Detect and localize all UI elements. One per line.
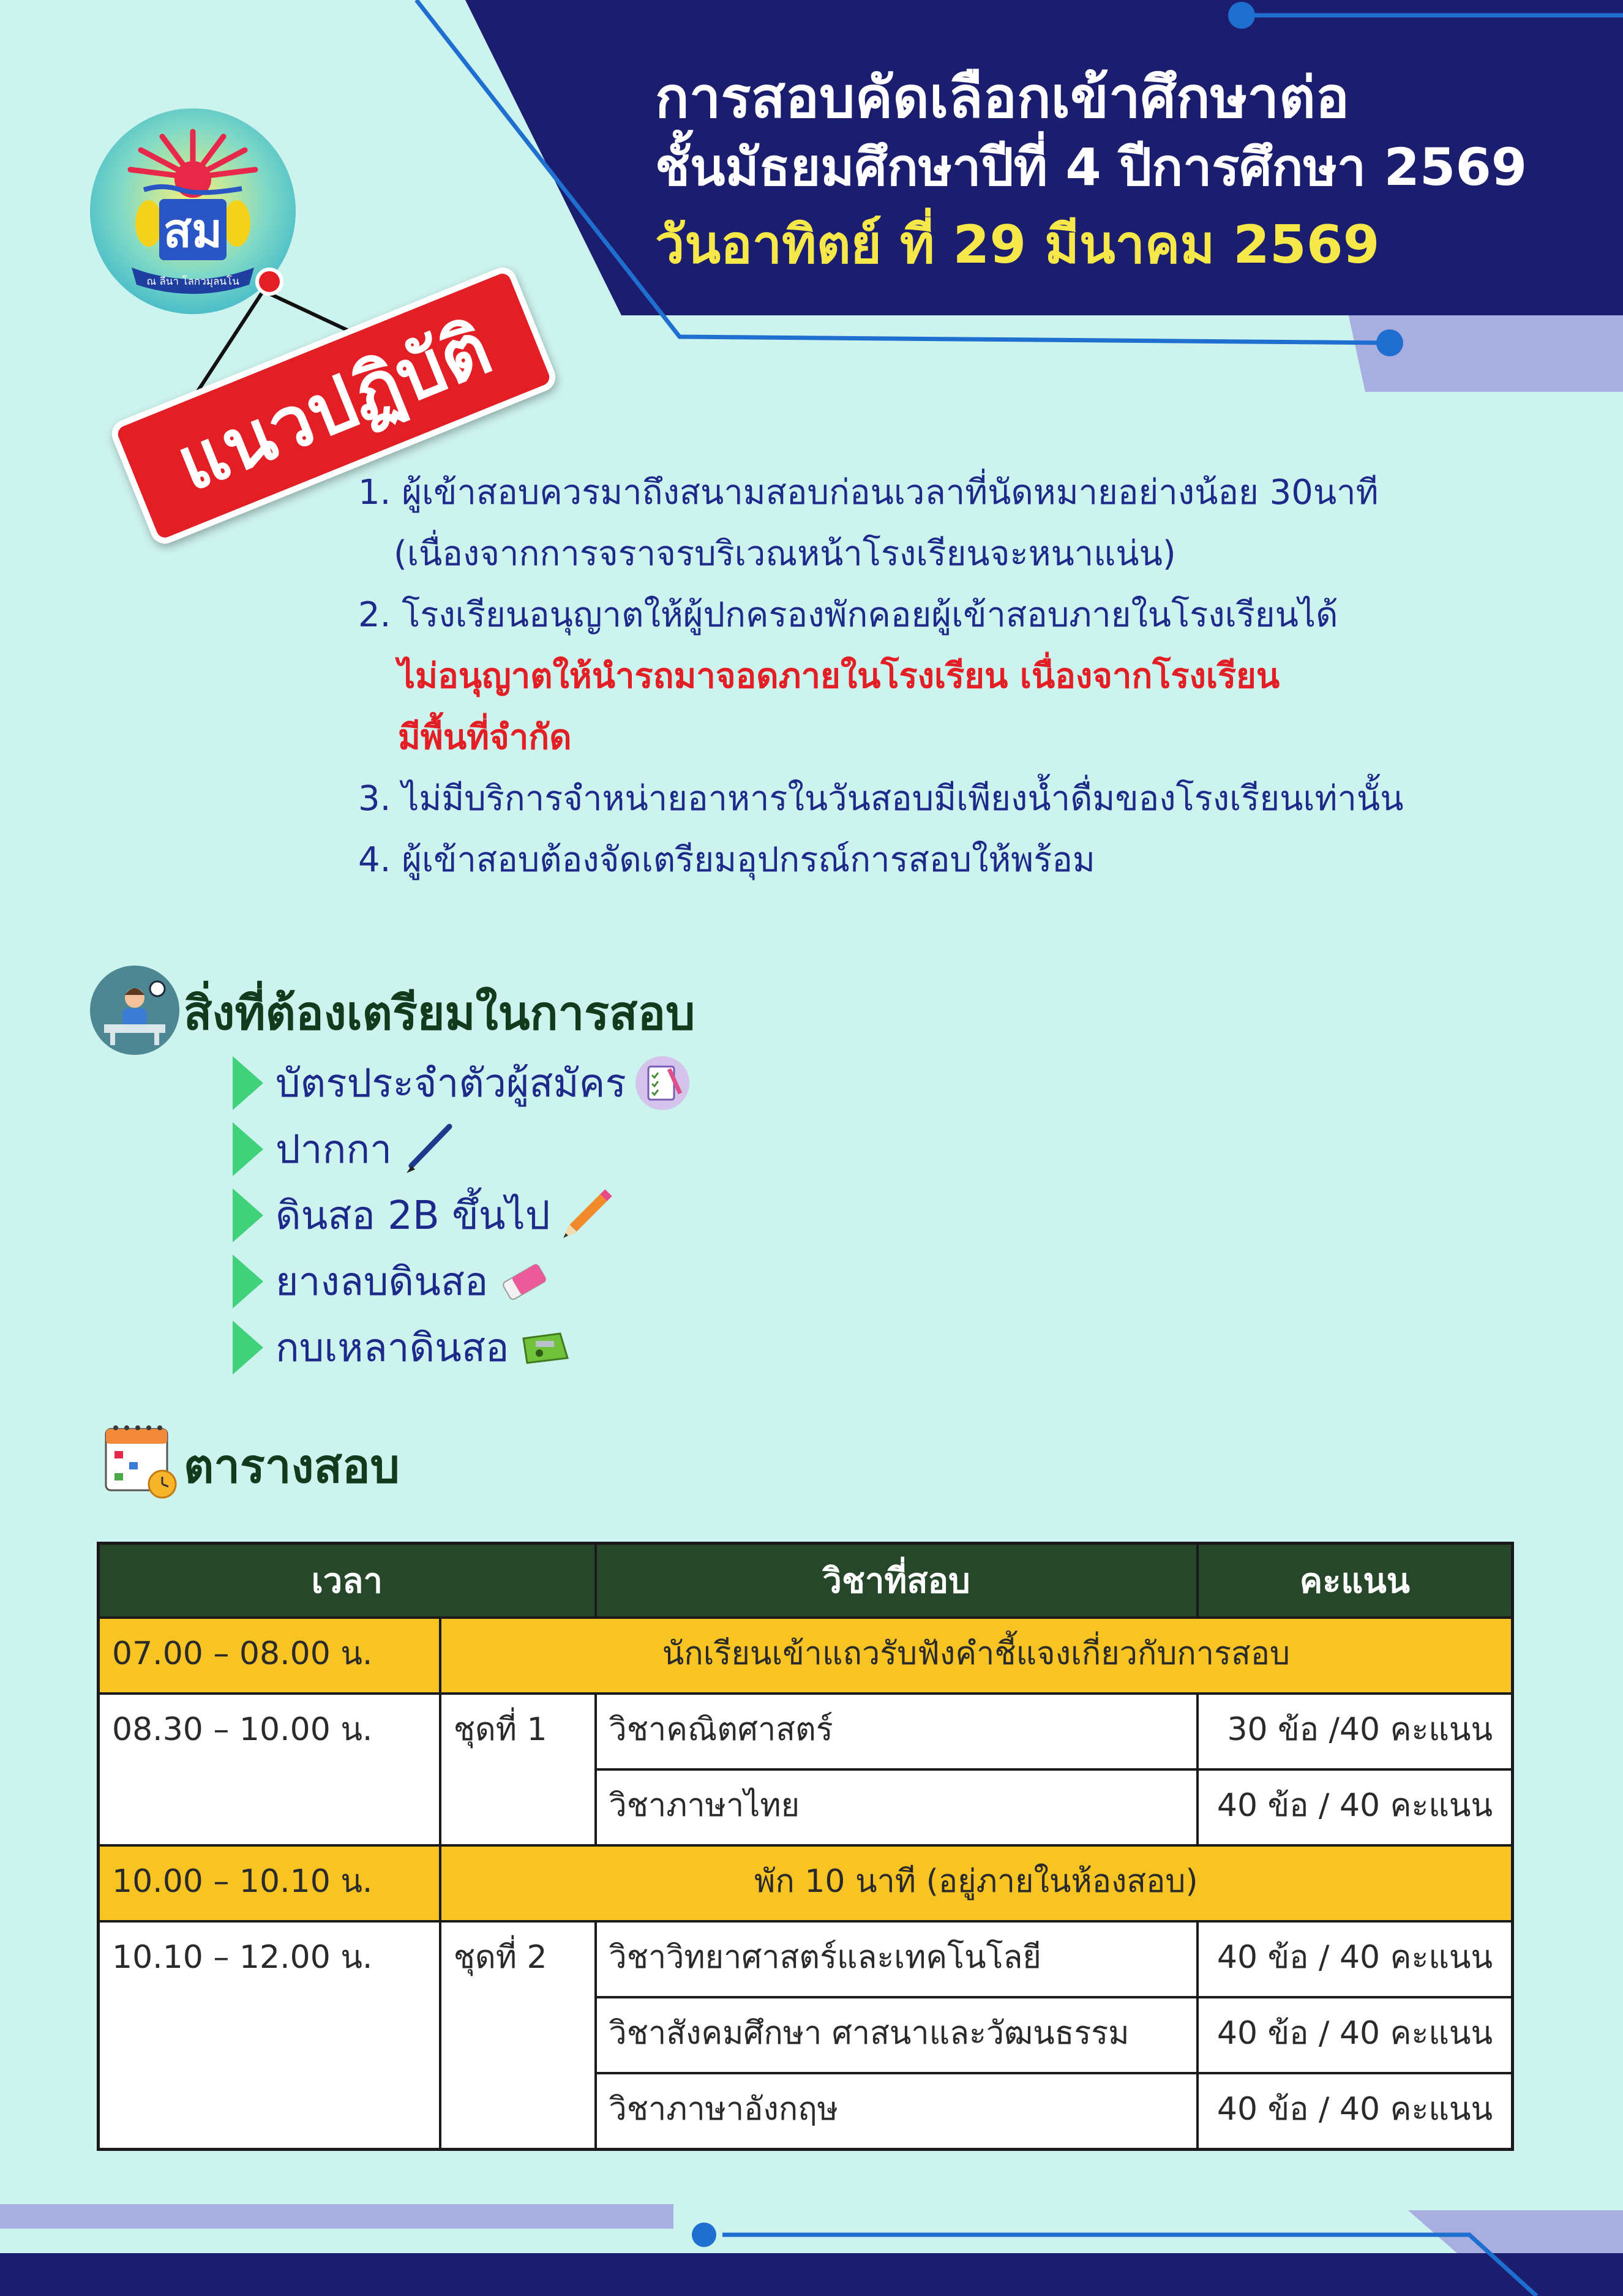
sharpener-icon (517, 1320, 572, 1375)
table-row (99, 1618, 1513, 1694)
prep-item-label: ดินสอ 2B ขึ้นไป (275, 1193, 550, 1239)
schedule-section-title: ตารางสอบ (184, 1439, 400, 1493)
exam-title: การสอบคัดเลือกเข้าศึกษาต่อ (655, 65, 1350, 130)
rule-2-warning: ไม่อนุญาตให้นำรถมาจอดภายในโรงเรียน เนื่องจากโรงเรียน (398, 656, 1280, 696)
row-subject: วิชาภาษาอังกฤษ (596, 2073, 1198, 2150)
prep-item-label: ปากกา (275, 1127, 392, 1172)
rule-1: 1. ผู้เข้าสอบควรมาถึงสนามสอบก่อนเวลาที่นัดหมายอย่างน้อย 30นาที (358, 473, 1379, 512)
table-row (99, 1921, 1513, 1997)
prep-item (233, 1116, 690, 1182)
pen-icon (400, 1122, 455, 1177)
rule-3: 3. ไม่มีบริการจำหน่ายอาหารในวันสอบมีเพียงน้ำดื่มของโรงเรียนเท่านั้น (358, 779, 1404, 819)
col-header-time: เวลา (99, 1544, 596, 1618)
table-header-row (99, 1544, 1513, 1618)
row-note: พัก 10 นาที (อยู่ภายในห้องสอบ) (440, 1845, 1513, 1921)
prep-item (233, 1050, 690, 1116)
prep-item (233, 1182, 690, 1248)
rule-2-warning-cont: มีพื้นที่จำกัด (398, 718, 572, 757)
arrow-icon (233, 1321, 263, 1375)
prep-item-label: กบเหลาดินสอ (275, 1326, 509, 1371)
row-time: 10.10 – 12.00 น. (99, 1921, 440, 2150)
logo-caption: ณ ลีนา โลกวมุลนโน (146, 276, 239, 288)
exam-schedule-table (97, 1542, 1514, 2151)
logo-letters: สม (163, 203, 223, 258)
calendar-icon (101, 1420, 181, 1500)
row-time: 10.00 – 10.10 น. (99, 1845, 440, 1921)
col-header-subject: วิชาที่สอบ (596, 1544, 1198, 1618)
rule-4: 4. ผู้เข้าสอบต้องจัดเตรียมอุปกรณ์การสอบให้พร้อม (358, 840, 1095, 880)
table-row (99, 1845, 1513, 1921)
row-score: 40 ข้อ / 40 คะแนน (1198, 1921, 1513, 1997)
row-time: 08.30 – 10.00 น. (99, 1694, 440, 1845)
prep-list (233, 1050, 690, 1381)
exam-date: วันอาทิตย์ ที่ 29 มีนาคม 2569 (655, 214, 1380, 276)
rule-1-note: (เนื่องจากการจราจรบริเวณหน้าโรงเรียนจะหนาแน่น) (394, 534, 1176, 574)
prep-section-title: สิ่งที่ต้องเตรียมในการสอบ (184, 986, 695, 1040)
stamp-label: แนวปฏิบัติ (165, 306, 503, 508)
eraser-icon (497, 1254, 552, 1309)
arrow-icon (233, 1056, 263, 1110)
pencil-icon (558, 1188, 613, 1243)
arrow-icon (233, 1255, 263, 1308)
prep-item-label: บัตรประจำตัวผู้สมัคร (275, 1061, 626, 1106)
row-subject: วิชาภาษาไทย (596, 1769, 1198, 1845)
student-desk-icon (89, 964, 181, 1056)
prep-item-label: ยางลบดินสอ (275, 1259, 489, 1305)
rules-list (358, 462, 1595, 891)
prep-item (233, 1315, 690, 1381)
footer-decoration (0, 2167, 1623, 2296)
prep-item (233, 1248, 690, 1315)
row-score: 40 ข้อ / 40 คะแนน (1198, 2073, 1513, 2150)
arrow-icon (233, 1122, 263, 1176)
row-score: 40 ข้อ / 40 คะแนน (1198, 1769, 1513, 1845)
rule-2: 2. โรงเรียนอนุญาตให้ผู้ปกครองพักคอยผู้เข้าสอบภายในโรงเรียนได้ (358, 595, 1338, 635)
row-score: 30 ข้อ /40 คะแนน (1198, 1694, 1513, 1769)
row-set: ชุดที่ 2 (440, 1921, 596, 2150)
table-row (99, 1694, 1513, 1769)
col-header-score: คะแนน (1198, 1544, 1513, 1618)
arrow-icon (233, 1188, 263, 1242)
row-note: นักเรียนเข้าแถวรับฟังคำชี้แจงเกี่ยวกับการสอบ (440, 1618, 1513, 1694)
row-time: 07.00 – 08.00 น. (99, 1618, 440, 1694)
row-subject: วิชาสังคมศึกษา ศาสนาและวัฒนธรรม (596, 1997, 1198, 2073)
row-subject: วิชาคณิตศาสตร์ (596, 1694, 1198, 1769)
row-subject: วิชาวิทยาศาสตร์และเทคโนโลยี (596, 1921, 1198, 1997)
exam-grade-year: ชั้นมัธยมศึกษาปีที่ 4 ปีการศึกษา 2569 (655, 137, 1527, 197)
row-score: 40 ข้อ / 40 คะแนน (1198, 1997, 1513, 2073)
checklist-icon (635, 1056, 690, 1111)
row-set: ชุดที่ 1 (440, 1694, 596, 1845)
